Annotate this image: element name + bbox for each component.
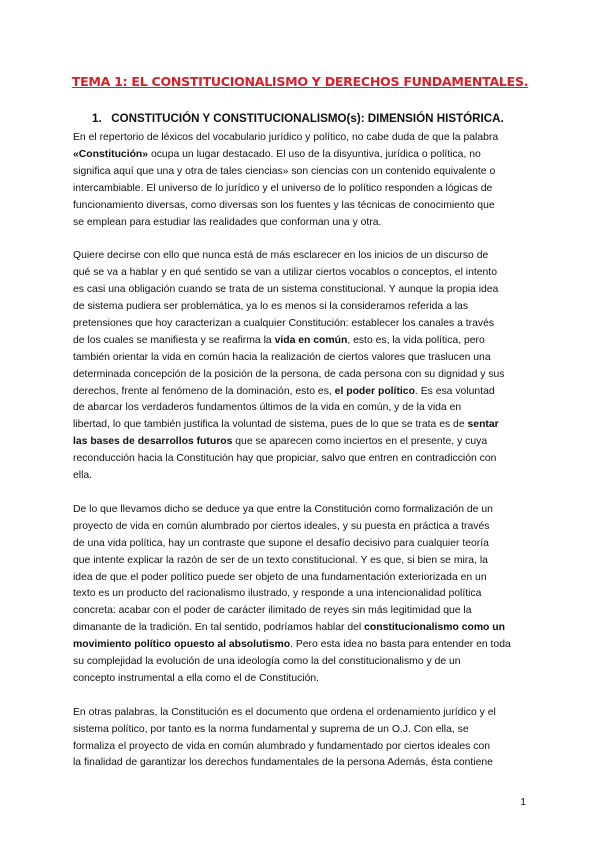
text-line [73, 350, 533, 367]
text-line [73, 367, 533, 384]
text-line [73, 637, 533, 654]
text-run: de sistema pudiera ser problemática, ya lo es menos si la consideramos referida a las [73, 301, 469, 313]
document-body [73, 130, 533, 789]
text-run: . Pero esta idea no basta para entender en toda [290, 639, 511, 651]
bold-text: sentar [467, 419, 499, 431]
text-run: , esto es, la vida política, pero [347, 334, 485, 346]
text-line [73, 586, 533, 603]
text-line [73, 333, 533, 350]
bold-text: constitucionalismo como un [364, 622, 505, 634]
text-run: texto es un producto del racionalismo ilustrado, y responde a una intencionalidad política [73, 588, 482, 600]
text-line [73, 603, 533, 620]
text-run: de los cuales se manifiesta y se reafirma la [73, 334, 275, 346]
text-run: intercambiable. El universo de lo jurídico y el universo de lo político responden a lógicas de [73, 182, 493, 194]
text-run: que se aparecen como inciertos en el presente, y cuya [232, 436, 488, 448]
text-line [73, 570, 533, 587]
text-line [73, 299, 533, 316]
text-run: es casi una obligación cuando se trata de un sistema constitucional. Y aunque la propia idea [73, 284, 499, 296]
text-line [73, 502, 533, 519]
text-run: significa aquí que una y otra de tales ciencias» son ciencias con un contenido equivalente o [73, 165, 496, 177]
text-run: . Es esa voluntad [414, 385, 495, 397]
text-run: dimanante de la tradición. En tal sentido, podríamos hablar del [73, 622, 365, 634]
text-run: que intente explicar la razón de ser de un texto constitucional. Y es que, si bien se mira, la [73, 554, 488, 566]
text-line [73, 181, 533, 198]
text-run: concepto instrumental a ella como el de Constitución. [73, 672, 320, 684]
paragraph [73, 248, 533, 485]
text-line [73, 671, 533, 688]
document-title: TEMA 1: EL CONSTITUCIONALISMO Y DERECHOS FUNDAMENTALES. [71, 74, 529, 89]
paragraph [73, 130, 533, 231]
text-run: derechos, frente al fenómeno de la dominación, esto es, [73, 385, 335, 397]
text-line [73, 215, 533, 232]
text-line [73, 384, 533, 401]
text-line [73, 248, 533, 265]
text-run: de una vida política, hay un contraste que supone el desafío decisivo para cualquier teoría [73, 537, 489, 549]
text-run: ocupa un lugar destacado. El uso de la disyuntiva, jurídica o política, no [148, 148, 481, 160]
text-line [73, 519, 533, 536]
text-line [73, 164, 533, 181]
text-line [73, 417, 533, 434]
text-line [73, 400, 533, 417]
text-line [73, 755, 533, 772]
text-run: la finalidad de garantizar los derechos fundamentales de la persona Además, ésta contiene [73, 757, 493, 769]
text-run: pretensiones que hoy caracterizan a cualquier Constitución: establecer los canales a través [73, 317, 495, 329]
text-run: también orientar la vida en común hacia la realización de ciertos valores que traslucen una [73, 351, 491, 363]
text-line [73, 654, 533, 671]
section-heading [92, 112, 504, 125]
text-run: En el repertorio de léxicos del vocabulario jurídico y político, no cabe duda de que la palabra [73, 132, 499, 143]
text-line [73, 282, 533, 299]
text-line [73, 739, 533, 756]
text-line [73, 620, 533, 637]
section-number: 1. [92, 112, 102, 125]
text-run: De lo que llevamos dicho se deduce ya que entre la Constitución como formalización de un [73, 503, 493, 515]
paragraph [73, 502, 533, 688]
text-run: funcionamiento diversas, como diversas son los fuentes y las técnicas de conocimiento que [73, 199, 495, 211]
text-line [73, 147, 533, 164]
text-run: libertad, lo que también justifica la voluntad de sistema, pues de lo que se trata es de [73, 419, 468, 431]
text-run: En otras palabras, la Constitución es el documento que ordena el ordenamiento jurídico y el [73, 706, 496, 718]
text-run: de abarcar los verdaderos fundamentos últimos de la vida en común, y de la vida en [73, 402, 462, 414]
page-number: 1 [520, 797, 526, 808]
text-line [73, 451, 533, 468]
text-run: ella. [73, 470, 93, 482]
text-run: sistema político, por tanto es la norma fundamental y suprema de un O.J. Con ella, se [73, 723, 469, 735]
text-line [73, 553, 533, 570]
text-run: qué se va a hablar y en qué sentido se van a utilizar ciertos vocablos o conceptos, el intento [73, 267, 497, 279]
bold-text: movimiento político opuesto al absolutismo [73, 639, 291, 651]
text-run: determinada concepción de la posición de la persona, de cada persona con su dignidad y sus [73, 368, 505, 380]
text-run: reconducción hacia la Constitución hay que propiciar, salvo que entren en contradicción con [73, 453, 497, 465]
text-run: se emplean para estudiar las realidades que conforman una y otra. [73, 216, 382, 228]
text-line [73, 722, 533, 739]
text-line [73, 468, 533, 485]
paragraph [73, 705, 533, 773]
text-line [73, 198, 533, 215]
text-run: idea de que el poder político puede ser objeto de una fundamentación exteriorizada en un [73, 571, 487, 583]
bold-text: el poder político [334, 385, 415, 397]
text-line [73, 316, 533, 333]
text-run: su complejidad la evolución de una ideología como la del constitucionalismo y de un [73, 656, 461, 668]
text-line [73, 265, 533, 282]
text-line [73, 705, 533, 722]
section-heading-text: CONSTITUCIÓN Y CONSTITUCIONALISMO(s): DIMENSIÓN HISTÓRICA. [111, 112, 504, 125]
text-run: formaliza el proyecto de vida en común alumbrado y fundamentado por ciertos ideales con [73, 740, 491, 752]
bold-text: las bases de desarrollos futuros [73, 436, 233, 448]
text-run: proyecto de vida en común alumbrado por ciertos ideales, y su puesta en práctica a través [73, 520, 490, 532]
bold-text: «Constitución» [73, 148, 149, 160]
text-run: concreta: acabar con el poder de carácter ilimitado de reyes sin más legitimidad que la [73, 605, 472, 617]
text-line [73, 434, 533, 451]
bold-text: vida en común [274, 334, 348, 346]
text-run: Quiere decirse con ello que nunca está de más esclarecer en los inicios de un discurso de [73, 250, 489, 262]
text-line [73, 536, 533, 553]
text-line [73, 130, 533, 147]
